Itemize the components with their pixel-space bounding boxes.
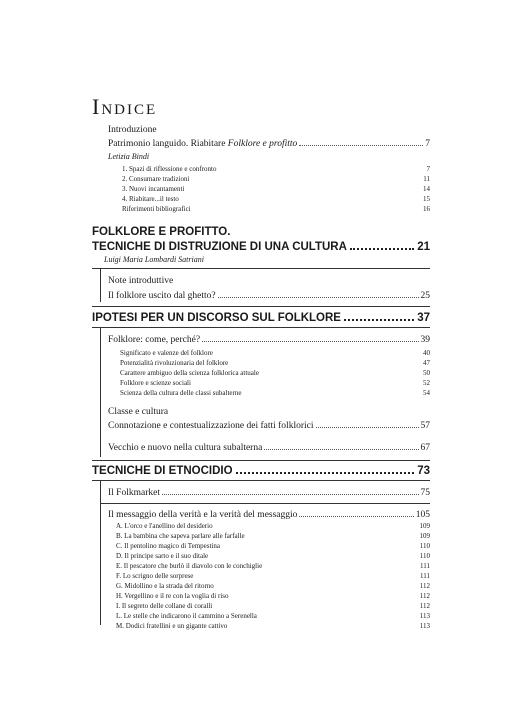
toc-subitem[interactable] xyxy=(116,592,430,601)
page-number: 110 xyxy=(419,552,430,560)
dot-leader xyxy=(316,427,419,428)
toc-subitem[interactable] xyxy=(122,195,430,204)
section-entry-etnocidio[interactable] xyxy=(92,465,430,477)
section-entry-ipotesi[interactable] xyxy=(92,312,430,324)
entry-label: Vecchio e nuovo nella cultura subalterna xyxy=(108,443,263,453)
page-number: 57 xyxy=(420,421,430,431)
dot-leader xyxy=(162,494,419,495)
toc-subitem[interactable] xyxy=(120,369,430,378)
dot-leader xyxy=(299,145,423,146)
toc-subitem[interactable] xyxy=(122,175,430,184)
entry-label: 1. Spazi di riflessione e confronto xyxy=(122,165,217,173)
toc-subitem[interactable] xyxy=(120,379,430,388)
toc-entry-ghetto[interactable] xyxy=(108,291,430,302)
entry-rule xyxy=(100,503,430,504)
note-heading: Note introduttive xyxy=(108,276,174,286)
page-number: 25 xyxy=(420,291,430,301)
toc-subitem[interactable] xyxy=(116,532,430,541)
entry-label: Il Folkmarket xyxy=(108,488,160,498)
entry-label: Il messaggio della verità e la verità del messaggio xyxy=(108,510,298,520)
toc-subitem[interactable] xyxy=(116,562,430,571)
dot-leader xyxy=(218,297,419,298)
entry-label: Il folklore uscito dal ghetto? xyxy=(108,291,216,301)
entry-label: G. Midollino e la strada del ritorno xyxy=(116,582,214,590)
entry-label: Scienza della cultura delle classi subalterne xyxy=(120,389,242,397)
entry-label: Connotazione e contestualizzazione dei fatti folklorici xyxy=(108,421,314,431)
page-number: 112 xyxy=(419,582,430,590)
page-number: 110 xyxy=(419,542,430,550)
page-number: 21 xyxy=(417,241,430,253)
intro-heading: Introduzione xyxy=(108,125,157,135)
page-title: Indice xyxy=(92,94,158,119)
entry-label: I. Il segreto delle collane di coralli xyxy=(116,602,213,610)
author-bindi: Letizia Bindi xyxy=(108,152,150,161)
entry-label: Potenzialità rivoluzionaria del folklore xyxy=(120,359,229,367)
page-number: 16 xyxy=(423,205,430,213)
dot-leader xyxy=(299,516,413,517)
page-number: 50 xyxy=(423,369,430,377)
author-satriani: Luigi Maria Lombardi Satriani xyxy=(104,255,204,264)
page-number: 15 xyxy=(423,195,430,203)
toc-entry-messaggio[interactable] xyxy=(108,510,430,521)
entry-label: Folklore e scienze sociali xyxy=(120,379,191,387)
page-number: 39 xyxy=(420,335,430,345)
page-number: 112 xyxy=(419,602,430,610)
section-entry-tecniche-distruzione[interactable] xyxy=(92,241,430,253)
toc-entry-come-perche[interactable] xyxy=(108,335,430,346)
page-number: 75 xyxy=(420,488,430,498)
page-number: 105 xyxy=(415,510,430,520)
page-number: 73 xyxy=(417,465,430,477)
page-number: 47 xyxy=(423,359,430,367)
entry-label: F. Lo scrigno delle sorprese xyxy=(116,572,194,580)
dot-leader xyxy=(264,449,418,450)
toc-subitem[interactable] xyxy=(116,552,430,561)
entry-label: Significato e valenze del folklore xyxy=(120,349,213,357)
dot-leader xyxy=(202,341,418,342)
entry-label: L. Le stelle che indicarono il cammino a Serenella xyxy=(116,612,257,620)
page-number: 67 xyxy=(420,443,430,453)
page-number: 111 xyxy=(420,572,430,580)
entry-label: E. Il pescatore che burlò il diavolo con le conchiglie xyxy=(116,562,263,570)
classe-cultura-heading: Classe e cultura xyxy=(108,407,169,417)
dot-leader xyxy=(236,472,415,474)
toc-subitem[interactable] xyxy=(120,389,430,398)
page-number: 54 xyxy=(423,389,430,397)
entry-label: A. L'orco e l'anellino del desiderio xyxy=(116,522,213,530)
toc-subitem[interactable] xyxy=(116,582,430,591)
entry-label: D. Il principe sarto e il suo ditale xyxy=(116,552,209,560)
page-number: 37 xyxy=(417,312,430,324)
entry-label: B. La bambina che sapeva parlare alle farfalle xyxy=(116,532,245,540)
page-number: 109 xyxy=(419,532,430,540)
toc-subitem[interactable] xyxy=(122,185,430,194)
section-title-folklore-profitto: FOLKLORE E PROFITTO. xyxy=(92,226,231,238)
toc-subitem[interactable] xyxy=(116,612,430,621)
page-number: 113 xyxy=(419,612,430,620)
toc-subitem[interactable] xyxy=(120,359,430,368)
page-number: 7 xyxy=(426,165,430,173)
section-bar xyxy=(100,327,101,457)
section-title: TECNICHE DI ETNOCIDIO xyxy=(92,465,233,477)
page-number: 40 xyxy=(423,349,430,357)
toc-entry-vecchio-nuovo[interactable] xyxy=(108,443,430,454)
entry-label: 3. Nuovi incantamenti xyxy=(122,185,185,193)
entry-label: Patrimonio languido. Riabitare Folklore e profitto xyxy=(108,139,298,149)
toc-entry-connotazione[interactable] xyxy=(108,421,430,432)
section-bar xyxy=(100,268,101,302)
section-bar xyxy=(100,480,101,625)
toc-entry-patrimonio[interactable] xyxy=(108,139,430,150)
toc-entry-folkmarket[interactable] xyxy=(108,488,430,499)
toc-subitem[interactable] xyxy=(116,572,430,581)
entry-label: C. Il pentolino magico di Tempestina xyxy=(116,542,220,550)
section-rule xyxy=(92,460,430,461)
page-number: 11 xyxy=(423,175,430,183)
entry-label: M. Dodici fratellini e un gigante cattivo xyxy=(116,622,228,630)
page-number: 52 xyxy=(423,379,430,387)
entry-label: Riferimenti bibliografici xyxy=(122,205,191,213)
dot-leader xyxy=(350,248,414,250)
section-rule xyxy=(92,306,430,307)
toc-subitem[interactable] xyxy=(116,622,430,631)
toc-subitem[interactable] xyxy=(116,542,430,551)
entry-label: H. Vergellino e il re con la voglia di riso xyxy=(116,592,229,600)
section-rule xyxy=(92,268,430,269)
page-number: 7 xyxy=(425,139,430,149)
toc-subitem[interactable] xyxy=(120,349,430,358)
toc-subitem[interactable] xyxy=(122,205,430,214)
page-number: 111 xyxy=(420,562,430,570)
section-rule xyxy=(92,480,430,481)
page-number: 112 xyxy=(419,592,430,600)
toc-subitem[interactable] xyxy=(116,602,430,611)
section-rule xyxy=(92,327,430,328)
entry-label: Carattere ambiguo della scienza folklorica attuale xyxy=(120,369,259,377)
toc-subitem[interactable] xyxy=(122,165,430,174)
entry-label: 4. Riabitare...il testo xyxy=(122,195,179,203)
toc-subitem[interactable] xyxy=(116,522,430,531)
page-number: 109 xyxy=(419,522,430,530)
dot-leader xyxy=(344,319,414,321)
page-number: 14 xyxy=(423,185,430,193)
page-number: 113 xyxy=(419,622,430,630)
entry-label: 2. Consumare tradizioni xyxy=(122,175,190,183)
section-title: IPOTESI PER UN DISCORSO SUL FOLKLORE xyxy=(92,312,341,324)
entry-label: Folklore: come, perché? xyxy=(108,335,201,345)
section-title-line2: TECNICHE DI DISTRUZIONE DI UNA CULTURA xyxy=(92,241,347,253)
